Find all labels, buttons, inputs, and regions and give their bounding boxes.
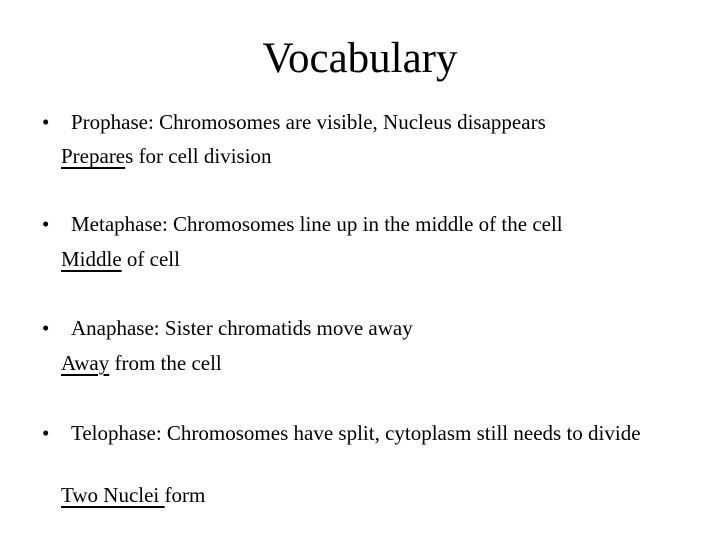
memory-hint: [61, 351, 222, 376]
slide-title: Vocabulary: [262, 35, 458, 82]
hint-underlined: Prepare: [61, 144, 126, 168]
bullet-glyph: •: [42, 212, 50, 236]
memory-hint: [61, 247, 180, 272]
definition-text: Telophase: Chromosomes have split, cytoplasm still needs to divide: [71, 421, 641, 445]
bullet-glyph: •: [42, 316, 50, 340]
hint-rest: form: [164, 483, 206, 507]
bullet-glyph: •: [42, 421, 50, 445]
definition-text: Metaphase: Chromosomes line up in the middle of the cell: [71, 212, 563, 236]
memory-hint: [61, 144, 272, 169]
memory-hint: [61, 483, 205, 508]
hint-underlined: Middle: [61, 247, 122, 271]
hint-rest: of cell: [121, 247, 180, 271]
definition-text: Prophase: Chromosomes are visible, Nucleus disappears: [71, 110, 546, 134]
bullet-glyph: •: [42, 110, 50, 134]
hint-underlined: Away: [61, 351, 110, 375]
hint-rest: s for cell division: [125, 144, 272, 168]
hint-rest: from the cell: [109, 351, 222, 375]
definition-text: Anaphase: Sister chromatids move away: [71, 316, 413, 340]
hint-underlined: Two Nuclei: [61, 483, 165, 507]
